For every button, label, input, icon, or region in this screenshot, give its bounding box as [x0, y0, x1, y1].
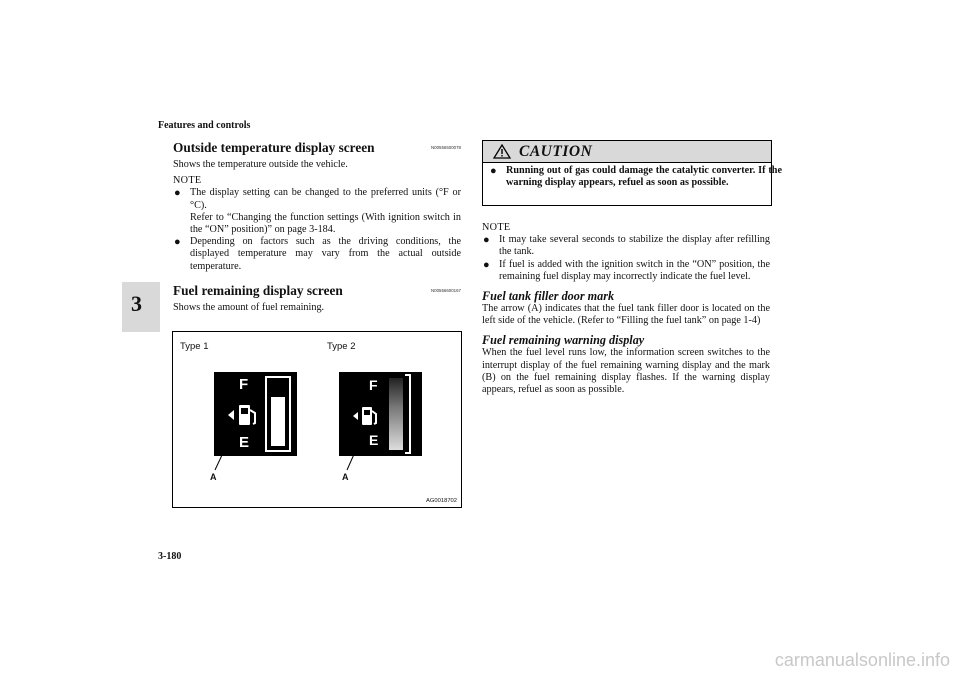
fuel-remaining-intro: Shows the amount of fuel remaining. — [173, 301, 325, 313]
filler-door-heading: Fuel tank filler door mark — [482, 289, 615, 304]
bullet-dot-icon: ● — [483, 258, 490, 271]
page-number: 3-180 — [158, 551, 182, 562]
left-column — [173, 140, 461, 314]
note-bullet-text: If fuel is added with the ignition switch in the “ON” position, the remaining fuel display may incorrectly indicate the fuel level. — [499, 258, 770, 282]
note-bullet — [482, 234, 770, 258]
bullet-dot-icon: ● — [174, 236, 181, 249]
note-bullet-text: Depending on factors such as the driving conditions, the displayed temperature may vary from the actual outside temperature. — [190, 236, 461, 272]
warning-display-text: When the fuel level runs low, the information screen switches to the interrupt display of the fuel remaining warning display and the mark (B) on the fuel remaining display flashes. If the warning display appears, refuel as soon as possible. — [482, 347, 770, 396]
section-code: N00556600167 — [430, 287, 461, 293]
note-bullet-text: It may take several seconds to stabilize the display after refilling the tank. — [499, 234, 770, 258]
caution-bullet — [489, 165, 782, 189]
arrow-a-label: A — [342, 472, 349, 482]
outside-temp-heading-row — [173, 140, 461, 156]
caution-title: CAUTION — [519, 143, 593, 160]
outside-temp-heading: Outside temperature display screen — [173, 140, 375, 155]
empty-mark: E — [369, 432, 379, 448]
running-header: Features and controls — [158, 120, 251, 131]
arrow-a-label: A — [210, 472, 217, 482]
note-bullet-text: The display setting can be changed to the preferred units (°F or °C). Refer to “Changing the function settings (With ignition switch in the “ON” position)” on page 3-184. — [190, 187, 461, 236]
caution-text: Running out of gas could damage the catalytic converter. If the warning display appears, refuel as soon as possible. — [506, 165, 782, 189]
filler-door-text: The arrow (A) indicates that the fuel tank filler door is located on the left side of the vehicle. (Refer to “Filling the fuel tank” on page 1-4) — [482, 303, 770, 327]
full-mark: F — [239, 376, 249, 393]
warning-triangle-icon — [493, 144, 511, 159]
fuel-display-figure — [172, 331, 462, 508]
callout-lines — [173, 332, 463, 509]
bullet-dot-icon: ● — [483, 234, 490, 247]
type1-label: Type 1 — [180, 341, 209, 352]
caution-header — [483, 141, 771, 163]
note-label: NOTE — [482, 222, 511, 233]
note-label: NOTE — [173, 175, 202, 187]
fuel-remaining-heading-row — [173, 283, 461, 299]
caution-box — [482, 140, 782, 206]
figure-code: AG0018702 — [426, 498, 457, 504]
bullet-dot-icon: ● — [174, 187, 181, 200]
note-bullet — [482, 259, 770, 283]
watermark: carmanualsonline.info — [774, 650, 950, 670]
note-bullet — [173, 236, 461, 273]
chapter-number: 3 — [131, 291, 142, 316]
warning-display-heading: Fuel remaining warning display — [482, 333, 645, 348]
outside-temp-intro: Shows the temperature outside the vehicle. — [173, 159, 348, 170]
section-code: N00556500078 — [430, 144, 461, 150]
fuel-remaining-heading: Fuel remaining display screen — [173, 282, 343, 298]
full-mark: F — [369, 377, 378, 393]
empty-mark: E — [239, 434, 250, 451]
bullet-dot-icon: ● — [490, 165, 497, 177]
note-bullet — [173, 187, 461, 236]
right-column — [482, 222, 770, 396]
type2-label: Type 2 — [327, 341, 356, 352]
